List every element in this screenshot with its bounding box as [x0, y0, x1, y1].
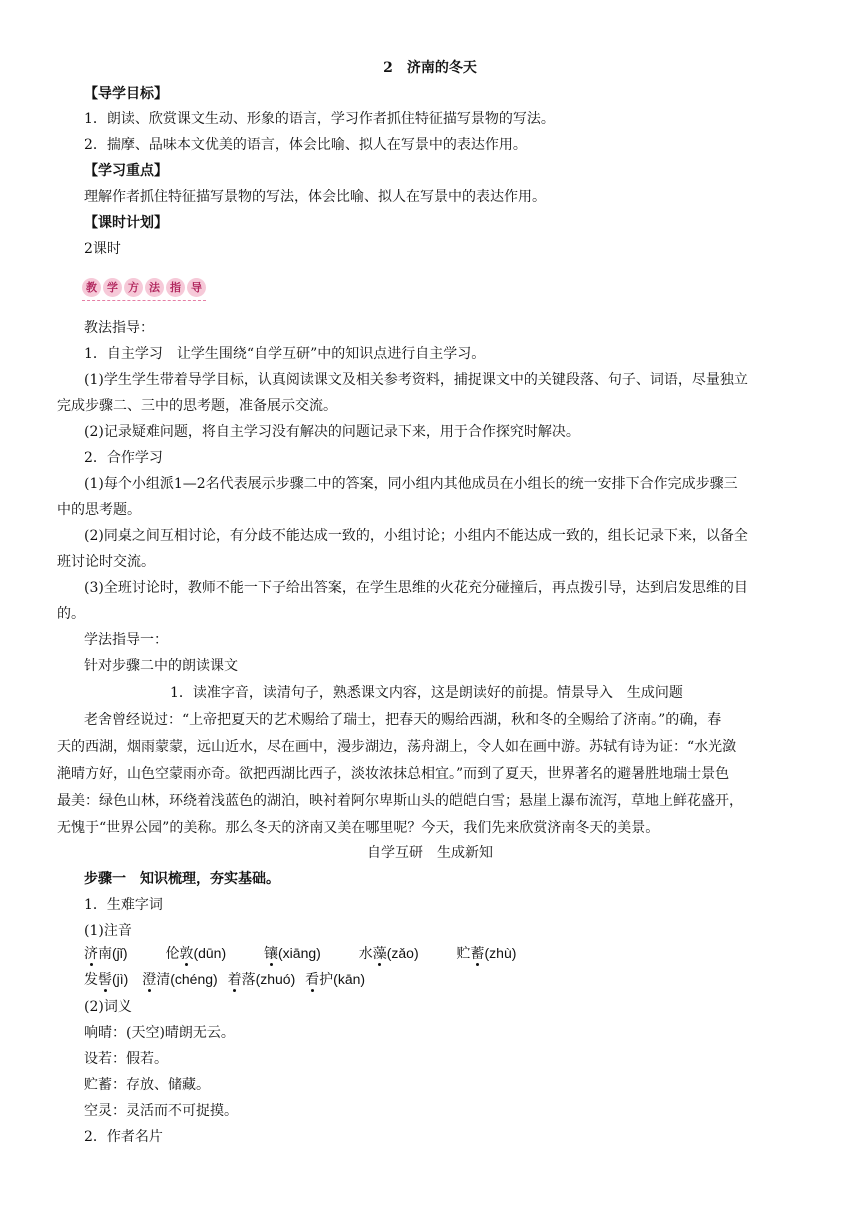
heading-goals: 【导学目标】 [84, 86, 168, 102]
plan-text: 2课时 [84, 241, 121, 257]
coop-2a: (2)同桌之间互相讨论，有分歧不能达成一致的，小组讨论；小组内不能达成一致的，组长记录下来，以备全 [84, 528, 748, 544]
self-study-1a: (1)学生学生带着导学目标，认真阅读课文及相关参考资料，捕捉课文中的关键段落、句子、词语，尽量独立 [84, 372, 748, 388]
coop-3a: (3)全班讨论时，教师不能一下子给出答案，在学生思维的火花充分碰撞后，再点拨引导，达到启发思维的目 [84, 580, 748, 596]
pinyin-word: 看护(kān) [305, 971, 366, 987]
goal-2: 2．揣摩、品味本文优美的语言，体会比喻、拟人在写景中的表达作用。 [84, 137, 527, 153]
learn-heading: 学法指导一： [84, 632, 168, 648]
learn-line-1: 针对步骤二中的朗读课文 [84, 658, 238, 674]
step-1-heading: 步骤一 知识梳理，夯实基础。 [84, 871, 280, 887]
meaning-item: 贮蓄：存放、储藏。 [84, 1077, 210, 1093]
pinyin-word: 镶(xiāng) [264, 945, 321, 961]
pinyin-word: 济南(jǐ) [84, 945, 128, 961]
teach-heading: 教法指导： [84, 320, 154, 336]
intro-line: 最美：绿色山林，环绕着浅蓝色的湖泊，映衬着阿尔卑斯山头的皑皑白雪；悬崖上瀑布流泻，草地上鲜花盛开， [57, 793, 743, 809]
page-title: 2 济南的冬天 [383, 60, 477, 76]
intro-line: 无愧于“世界公园”的美称。那么冬天的济南又美在哪里呢？今天，我们先来欣赏济南冬天的美景。 [57, 820, 660, 836]
badge-char: 导 [187, 278, 206, 297]
coop-1a: (1)每个小组派1—2名代表展示步骤二中的答案，同小组内其他成员在小组长的统一安排下合作完成步骤三 [84, 476, 738, 492]
self-study-item: 1．自主学习 让学生围绕“自学互研”中的知识点进行自主学习。 [84, 346, 486, 362]
pinyin-word: 伦敦(dūn) [165, 945, 227, 961]
heading-plan: 【课时计划】 [84, 215, 168, 231]
self-study-2: (2)记录疑难问题，将自主学习没有解决的问题记录下来，用于合作探究时解决。 [84, 424, 580, 440]
intro-line: 天的西湖，烟雨蒙蒙，远山近水，尽在画中，漫步湖边，荡舟湖上，令人如在画中游。苏轼有诗为证：“水光潋 [57, 739, 737, 755]
pinyin-row-1 [84, 943, 516, 963]
pinyin-word: 发髻(jì) [84, 971, 129, 987]
learn-line-2: 1．读准字音，读清句子，熟悉课文内容，这是朗读好的前提。情景导入 生成问题 [170, 685, 683, 701]
meaning-heading: (2)词义 [84, 999, 132, 1015]
goal-1: 1．朗读、欣赏课文生动、形象的语言，学习作者抓住特征描写景物的写法。 [84, 111, 555, 127]
badge-char: 指 [166, 278, 185, 297]
coop-3b: 的。 [57, 606, 85, 622]
pinyin-row-2 [84, 969, 365, 989]
cooperative-item: 2．合作学习 [84, 450, 163, 466]
section-heading: 自学互研 生成新知 [367, 845, 493, 861]
badge-char: 法 [145, 278, 164, 297]
self-study-1b: 完成步骤二、三中的思考题，准备展示交流。 [57, 398, 337, 414]
meaning-item: 响晴：(天空)晴朗无云。 [84, 1025, 235, 1041]
badge-char: 教 [82, 278, 101, 297]
pinyin-heading: (1)注音 [84, 923, 132, 939]
heading-focus: 【学习重点】 [84, 163, 168, 179]
pinyin-word: 水藻(zǎo) [358, 945, 419, 961]
pinyin-word: 着落(zhuó) [227, 971, 296, 987]
pinyin-word: 澄清(chéng) [142, 971, 218, 987]
meaning-item: 设若：假若。 [84, 1051, 168, 1067]
meaning-item: 空灵：灵活而不可捉摸。 [84, 1103, 238, 1119]
teaching-method-badge [82, 276, 206, 301]
intro-line: 滟晴方好，山色空蒙雨亦奇。欲把西湖比西子，淡妆浓抹总相宜。”而到了夏天，世界著名的避暑胜地瑞士景色 [57, 766, 730, 782]
focus-text: 理解作者抓住特征描写景物的写法，体会比喻、拟人在写景中的表达作用。 [84, 189, 546, 205]
vocab-heading: 1．生难字词 [84, 897, 163, 913]
coop-1b: 中的思考题。 [57, 502, 141, 518]
intro-line: 老舍曾经说过：“上帝把夏天的艺术赐给了瑞士，把春天的赐给西湖，秋和冬的全赐给了济南。”的确，春 [84, 712, 722, 728]
badge-char: 方 [124, 278, 143, 297]
coop-2b: 班讨论时交流。 [57, 554, 155, 570]
author-card-heading: 2．作者名片 [84, 1129, 163, 1145]
pinyin-word: 贮蓄(zhù) [456, 945, 517, 961]
badge-char: 学 [103, 278, 122, 297]
